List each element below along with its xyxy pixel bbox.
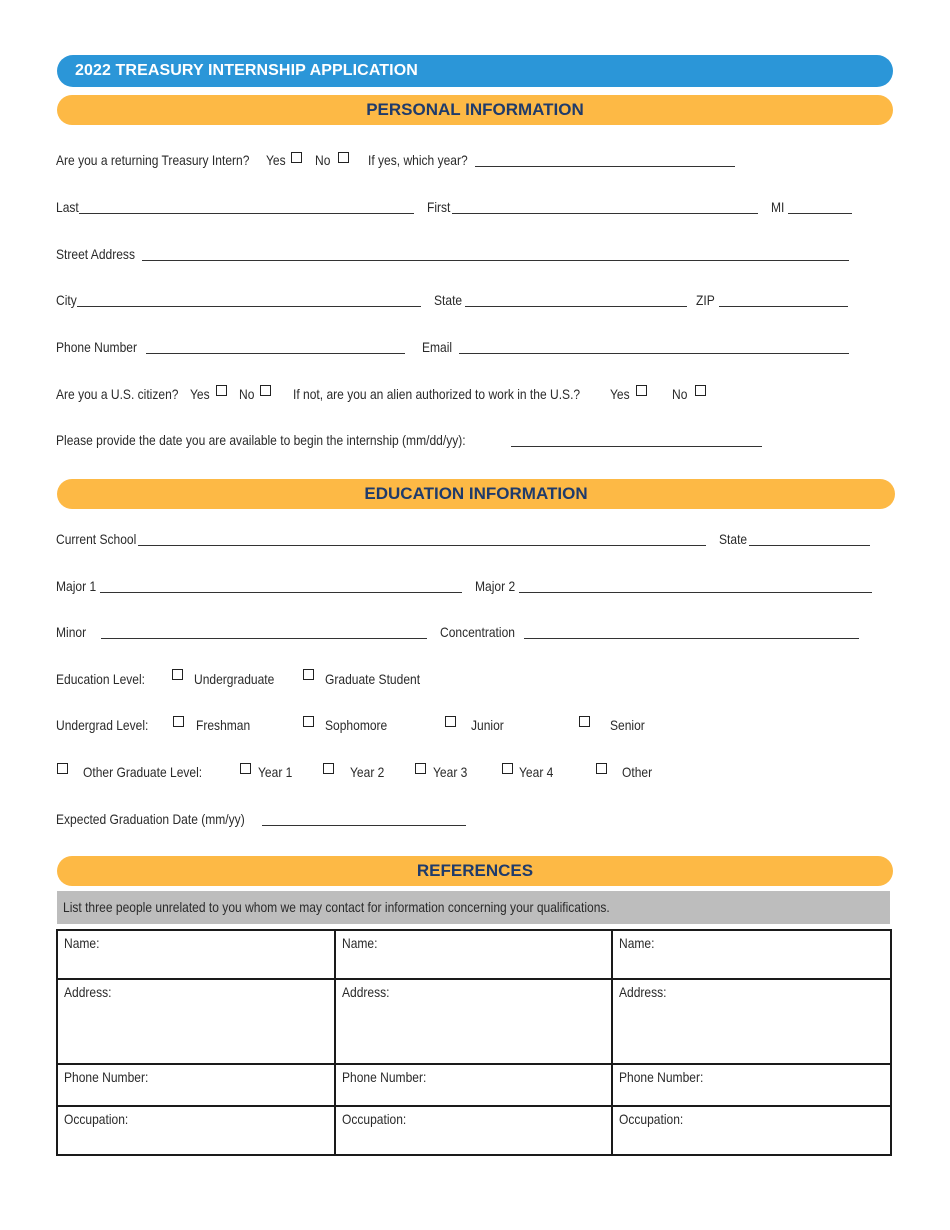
year4-checkbox[interactable] [502,763,513,774]
education-level-label: Education Level: [56,671,146,687]
year1-checkbox[interactable] [240,763,251,774]
email-field[interactable] [459,353,849,354]
reference-name-label: Name: [342,935,378,951]
other-year-label: Other [622,764,653,780]
zip-field[interactable] [719,306,848,307]
references-instructions-text: List three people unrelated to you whom we may contact for information concerning your qualifications. [63,899,610,915]
reference-2-address-cell[interactable] [335,979,612,1064]
middle-initial-label: MI [771,199,785,215]
major1-label: Major 1 [56,578,97,594]
citizen-yes-label: Yes [190,386,210,402]
reference-name-label: Name: [619,935,655,951]
city-label: City [56,292,77,308]
citizen-no-label: No [239,386,255,402]
senior-label: Senior [610,717,645,733]
freshman-checkbox[interactable] [173,716,184,727]
year2-checkbox[interactable] [323,763,334,774]
reference-2-name-cell[interactable] [335,930,612,979]
other-graduate-label: Other Graduate Level: [83,764,203,780]
school-state-label: State [719,531,748,547]
sophomore-label: Sophomore [325,717,388,733]
start-date-label: Please provide the date you are available to begin the internship (mm/dd/yy): [56,432,466,448]
zip-label: ZIP [696,292,715,308]
reference-phone-label: Phone Number: [619,1069,704,1085]
junior-checkbox[interactable] [445,716,456,727]
citizen-question: Are you a U.S. citizen? [56,386,179,402]
current-school-field[interactable] [138,545,706,546]
reference-name-label: Name: [64,935,100,951]
reference-1-address-cell[interactable] [57,979,335,1064]
freshman-label: Freshman [196,717,251,733]
start-date-field[interactable] [511,446,762,447]
graduation-date-label: Expected Graduation Date (mm/yy) [56,811,245,827]
concentration-label: Concentration [440,624,515,640]
school-state-field[interactable] [749,545,870,546]
reference-3-phone-cell[interactable] [612,1064,891,1106]
street-address-label: Street Address [56,246,135,262]
undergrad-level-label: Undergrad Level: [56,717,149,733]
alien-yes-checkbox[interactable] [636,385,647,396]
undergraduate-label: Undergraduate [194,671,275,687]
city-field[interactable] [77,306,421,307]
alien-yes-label: Yes [610,386,630,402]
reference-2-occupation-cell[interactable] [335,1106,612,1155]
concentration-field[interactable] [524,638,859,639]
senior-checkbox[interactable] [579,716,590,727]
references-table [56,929,892,1156]
street-address-field[interactable] [142,260,849,261]
reference-occupation-label: Occupation: [342,1111,407,1127]
returning-no-label: No [315,152,331,168]
reference-occupation-label: Occupation: [64,1111,129,1127]
section-header-personal: PERSONAL INFORMATION [57,95,893,125]
form-title: 2022 TREASURY INTERNSHIP APPLICATION [57,55,893,87]
reference-1-phone-cell[interactable] [57,1064,335,1106]
returning-intern-label: Are you a returning Treasury Intern? [56,152,250,168]
reference-phone-label: Phone Number: [64,1069,149,1085]
state-field[interactable] [465,306,687,307]
state-label: State [434,292,463,308]
returning-no-checkbox[interactable] [338,152,349,163]
returning-yes-label: Yes [266,152,286,168]
graduation-date-field[interactable] [262,825,466,826]
which-year-field[interactable] [475,166,735,167]
reference-3-address-cell[interactable] [612,979,891,1064]
phone-number-field[interactable] [146,353,405,354]
year3-label: Year 3 [433,764,468,780]
junior-label: Junior [471,717,504,733]
year3-checkbox[interactable] [415,763,426,774]
email-label: Email [422,339,453,355]
major2-label: Major 2 [475,578,516,594]
minor-label: Minor [56,624,87,640]
year2-label: Year 2 [350,764,385,780]
reference-address-label: Address: [64,984,112,1000]
year4-label: Year 4 [519,764,554,780]
first-name-label: First [427,199,451,215]
references-instructions [57,891,890,924]
first-name-field[interactable] [452,213,758,214]
major1-field[interactable] [100,592,462,593]
last-name-label: Last [56,199,79,215]
year1-label: Year 1 [258,764,293,780]
reference-3-occupation-cell[interactable] [612,1106,891,1155]
reference-occupation-label: Occupation: [619,1111,684,1127]
reference-1-name-cell[interactable] [57,930,335,979]
alien-no-checkbox[interactable] [695,385,706,396]
alien-no-label: No [672,386,688,402]
minor-field[interactable] [101,638,427,639]
other-graduate-checkbox[interactable] [57,763,68,774]
citizen-yes-checkbox[interactable] [216,385,227,396]
graduate-student-checkbox[interactable] [303,669,314,680]
phone-number-label: Phone Number [56,339,137,355]
current-school-label: Current School [56,531,137,547]
reference-address-label: Address: [619,984,667,1000]
last-name-field[interactable] [79,213,414,214]
section-header-education: EDUCATION INFORMATION [57,479,895,509]
reference-2-phone-cell[interactable] [335,1064,612,1106]
returning-yes-checkbox[interactable] [291,152,302,163]
major2-field[interactable] [519,592,872,593]
undergraduate-checkbox[interactable] [172,669,183,680]
reference-1-occupation-cell[interactable] [57,1106,335,1155]
graduate-student-label: Graduate Student [325,671,421,687]
which-year-label: If yes, which year? [368,152,468,168]
sophomore-checkbox[interactable] [303,716,314,727]
alien-question: If not, are you an alien authorized to work in the U.S.? [293,386,581,402]
other-year-checkbox[interactable] [596,763,607,774]
citizen-no-checkbox[interactable] [260,385,271,396]
middle-initial-field[interactable] [788,213,852,214]
reference-3-name-cell[interactable] [612,930,891,979]
reference-phone-label: Phone Number: [342,1069,427,1085]
section-header-references: REFERENCES [57,856,893,886]
reference-address-label: Address: [342,984,390,1000]
